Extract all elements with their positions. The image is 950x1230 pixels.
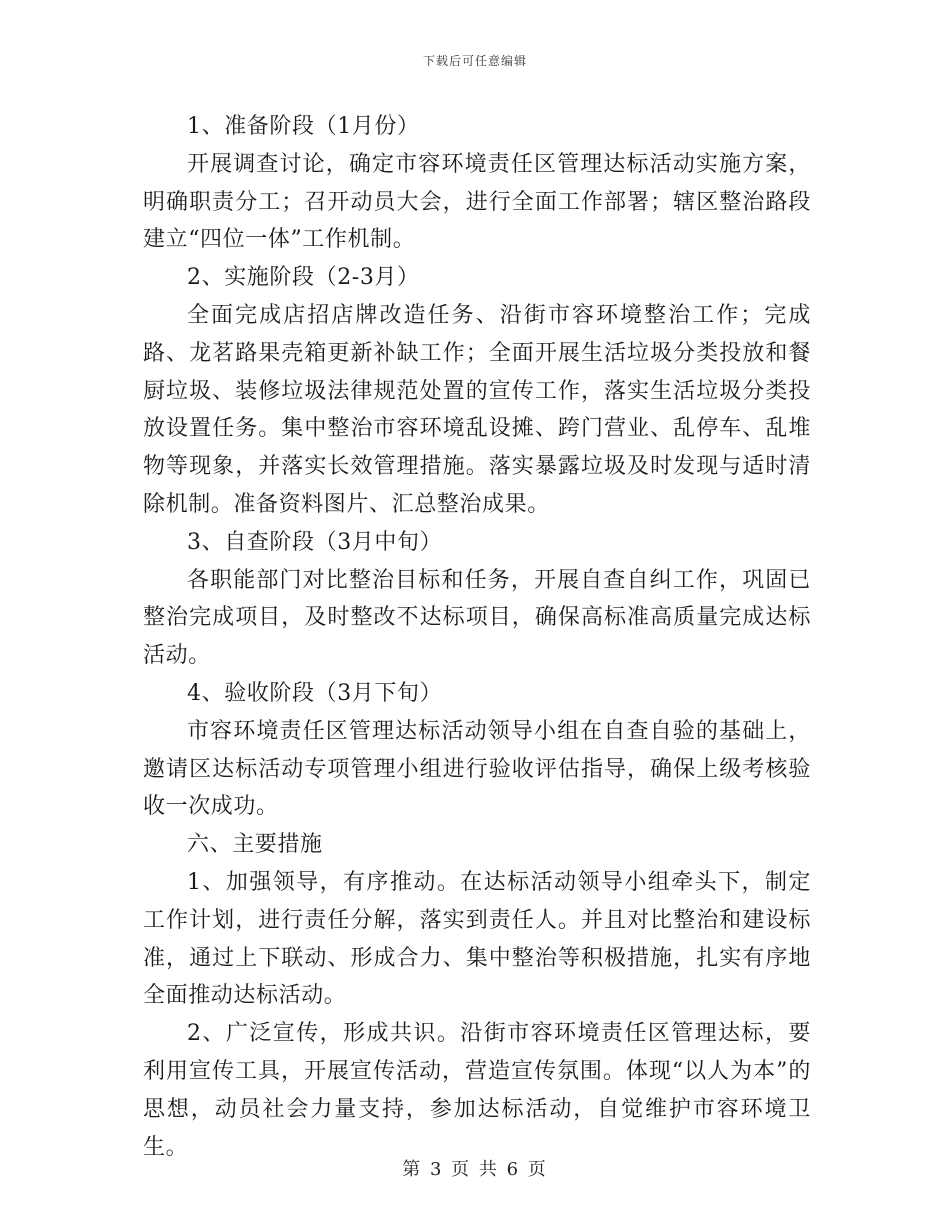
- page-header-note: 下载后可任意编辑: [422, 54, 527, 68]
- paragraph-preparation-stage: 开展调查讨论，确定市容环境责任区管理达标活动实施方案，明确职责分工；召开动员大会，进行全面工作部署；辖区整治路段建立“四位一体”工作机制。: [143, 151, 811, 253]
- paragraph-acceptance-stage: 市容环境责任区管理达标活动领导小组在自查自验的基础上，邀请区达标活动专项管理小组进行验收评估指导，确保上级考核验收一次成功。: [143, 718, 811, 820]
- paragraph-implementation-stage: 全面完成店招店牌改造任务、沿街市容环境整治工作；完成路、龙茗路果壳箱更新补缺工作；全面开展生活垃圾分类投放和餐厨垃圾、装修垃圾法律规范处置的宣传工作，落实生活垃圾分类投放设置任务。集中整治市容环境乱设摊、跨门营业、乱停车、乱堆物等现象，并落实长效管理措施。落实暴露垃圾及时发现与适时清除机制。准备资料图片、汇总整治成果。: [143, 302, 811, 517]
- heading-self-inspection-stage: 3、自查阶段（3月中旬）: [187, 529, 443, 555]
- page-number: 第 3 页 共 6 页: [402, 1159, 548, 1180]
- heading-preparation-stage: 1、准备阶段（1月份）: [187, 114, 420, 139]
- heading-acceptance-stage: 4、验收阶段（3月下旬）: [187, 680, 443, 706]
- heading-implementation-stage: 2、实施阶段（2-3月）: [187, 265, 420, 291]
- heading-main-measures: 六、主要措施: [187, 832, 323, 858]
- document-body: [143, 108, 811, 1166]
- paragraph-self-inspection-stage: 各职能部门对比整治目标和任务，开展自查自纠工作，巩固已整治完成项目，及时整改不达标项目，确保高标准高质量完成达标活动。: [143, 567, 811, 669]
- paragraph-measure-leadership: 1、加强领导，有序推动。在达标活动领导小组牵头下，制定工作计划，进行责任分解，落实到责任人。并且对比整治和建设标准，通过上下联动、形成合力、集中整治等积极措施，扎实有序地全面推动达标活动。: [143, 869, 811, 1009]
- paragraph-measure-publicity: 2、广泛宣传，形成共识。沿街市容环境责任区管理达标，要利用宣传工具，开展宣传活动，营造宣传氛围。体现“以人为本”的思想，动员社会力量支持，参加达标活动，自觉维护市容环境卫生。: [143, 1021, 811, 1160]
